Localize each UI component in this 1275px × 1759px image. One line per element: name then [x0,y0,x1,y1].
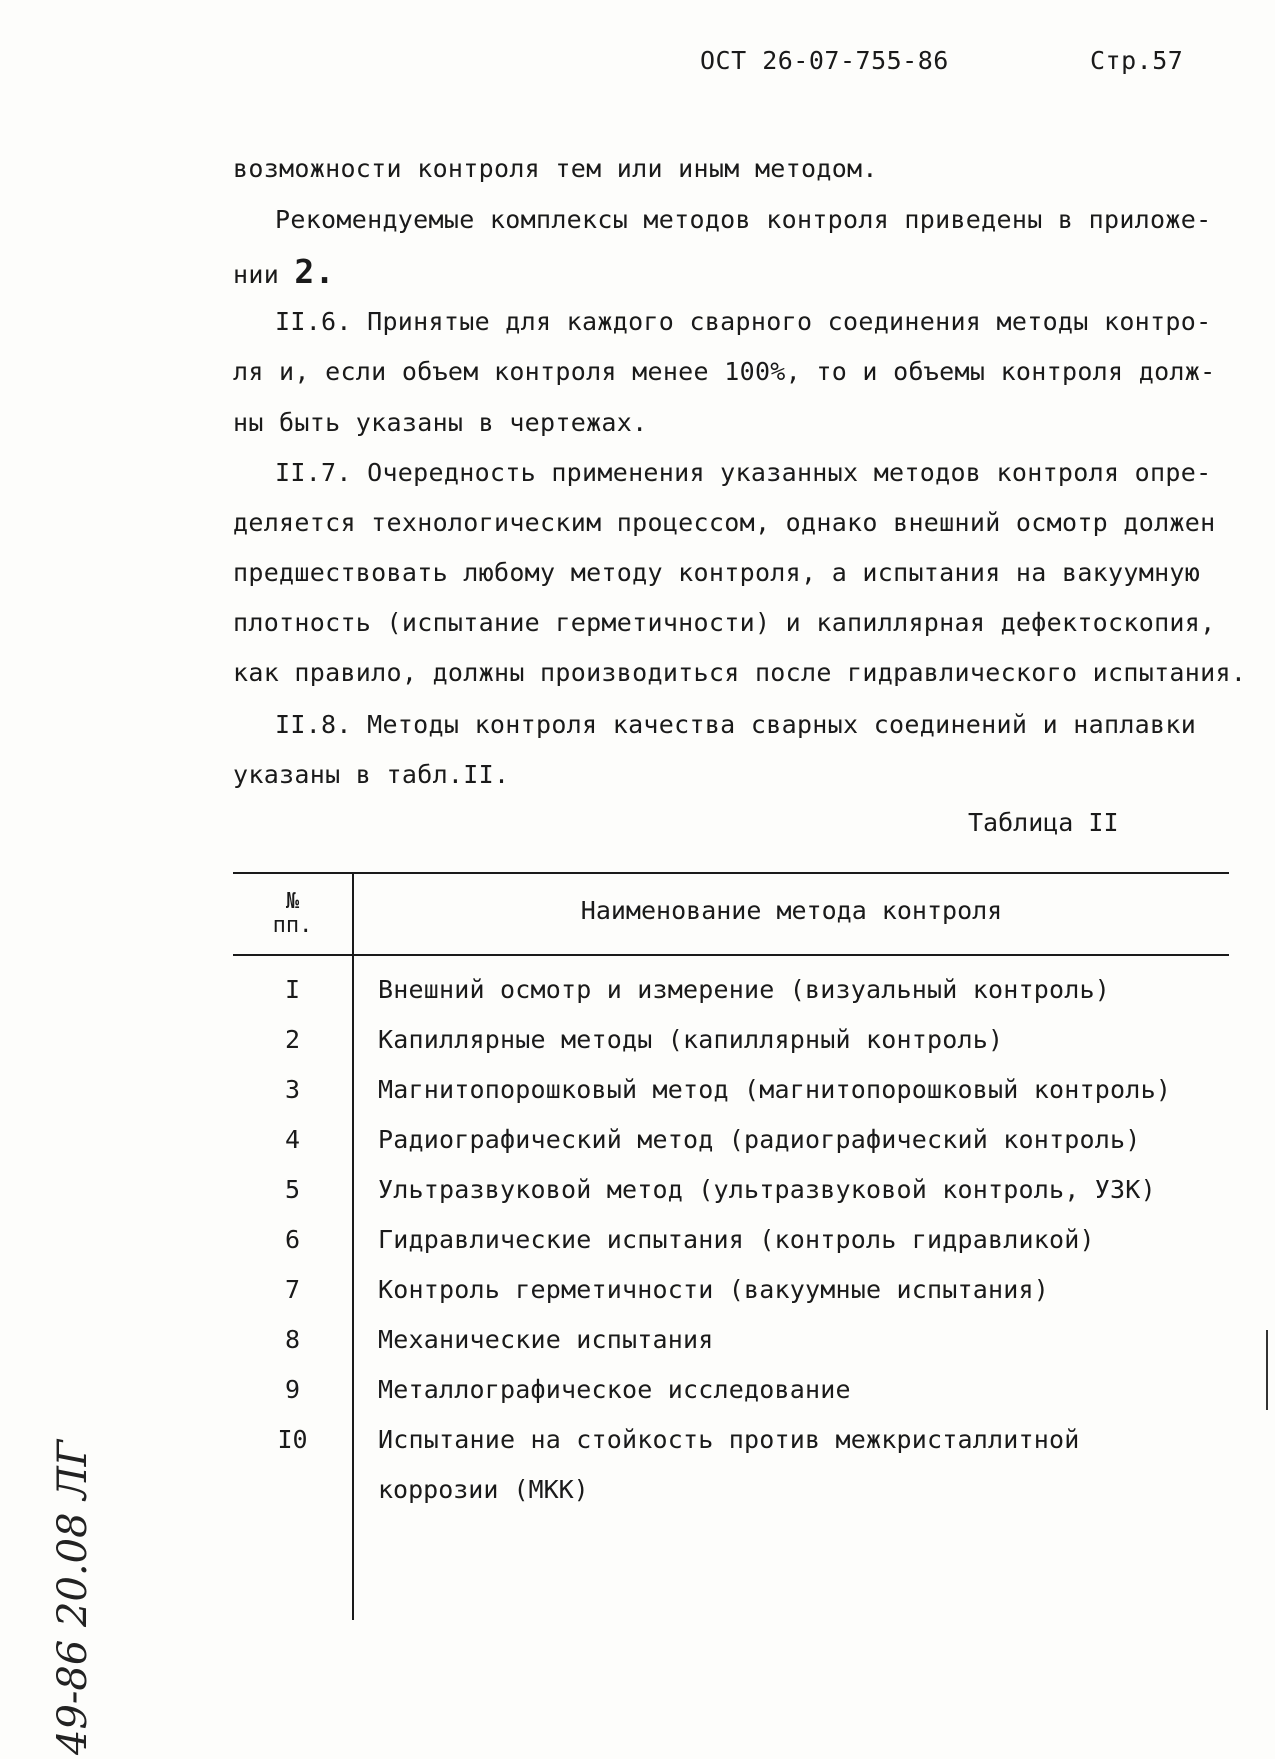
clause-11-6-line-3: ны быть указаны в чертежах. [233,408,648,437]
row-number: 6 [284,1225,301,1254]
row-number: 3 [284,1075,301,1104]
row-number: 9 [284,1375,301,1404]
row-method: Контроль герметичности (вакуумные испытания) [378,1275,1050,1304]
header-method-name: Наименование метода контроля [580,896,1003,925]
clause-11-8-line-2: указаны в табл.II. [233,760,510,789]
clause-11-7-line-3: предшествовать любому методу контроля, а испытания на вакуумную [233,558,1201,587]
row-number: I0 [277,1425,308,1454]
appendix-number: 2. [294,252,335,291]
row-method: Магнитопорошковый метод (магнитопорошковый контроль) [378,1075,1172,1104]
table-row [233,1125,1229,1175]
body-line-3 [233,252,335,291]
row-number: 4 [284,1125,301,1154]
row-method: Радиографический метод (радиографический контроль) [378,1125,1141,1154]
row-number: 5 [284,1175,301,1204]
clause-11-7-line-4: плотность (испытание герметичности) и капиллярная дефектоскопия, [233,608,1216,637]
margin-mark [1266,1330,1268,1410]
row-method: Капиллярные методы (капиллярный контроль) [378,1025,1004,1054]
table-row [233,1175,1229,1225]
clause-11-6-line-1: II.6. Принятые для каждого сварного соединения методы контро- [275,307,1212,336]
row-number: 2 [284,1025,301,1054]
document-code: ОСТ 26-07-755-86 [700,46,949,75]
table-row [233,1025,1229,1075]
body-line-2: Рекомендуемые комплексы методов контроля приведены в приложе- [275,205,1212,234]
body-line-1: возможности контроля тем или иным методом. [233,154,878,183]
row-number: 7 [284,1275,301,1304]
table-row [233,1275,1229,1325]
row-method: Механические испытания [378,1325,714,1354]
clause-11-8-line-1: II.8. Методы контроля качества сварных соединений и наплавки [275,710,1197,739]
table-row [233,975,1229,1025]
row-method: Металлографическое исследование [378,1375,851,1404]
table-caption: Таблица II [968,808,1119,837]
clause-11-7-line-2: деляется технологическим процессом, однако внешний осмотр должен [233,508,1216,537]
table-row [233,1075,1229,1125]
header-number-abbrev: пп. [272,913,313,938]
handwritten-margin-note: 49-86 20.08 ЛГ [50,1439,96,1755]
row-method: Ультразвуковой метод (ультразвуковой контроль, УЗК) [378,1175,1156,1204]
header-number-sign: № [285,889,300,914]
row-method: Гидравлические испытания (контроль гидравликой) [378,1225,1095,1254]
clause-11-7-line-1: II.7. Очередность применения указанных методов контроля опре- [275,458,1212,487]
page-number: Стр.57 [1090,46,1184,75]
table-row [233,1325,1229,1375]
methods-table [233,872,1229,1622]
clause-11-7-line-5: как правило, должны производиться после гидравлического испытания. [233,658,1247,687]
row-method-continuation: коррозии (МКК) [378,1475,589,1504]
header-number [233,890,352,938]
row-number: I [284,975,301,1004]
table-header-rule [233,954,1229,956]
table-row [233,1375,1229,1425]
row-method: Испытание на стойкость против межкристаллитной [378,1425,1080,1454]
body-line-3-text: нии [233,260,295,289]
table-top-rule [233,872,1229,874]
table-row [233,1225,1229,1275]
clause-11-6-line-2: ля и, если объем контроля менее 100%, то и объемы контроля долж- [233,357,1216,386]
table-row [233,1425,1229,1504]
row-method: Внешний осмотр и измерение (визуальный контроль) [378,975,1111,1004]
row-number: 8 [284,1325,301,1354]
